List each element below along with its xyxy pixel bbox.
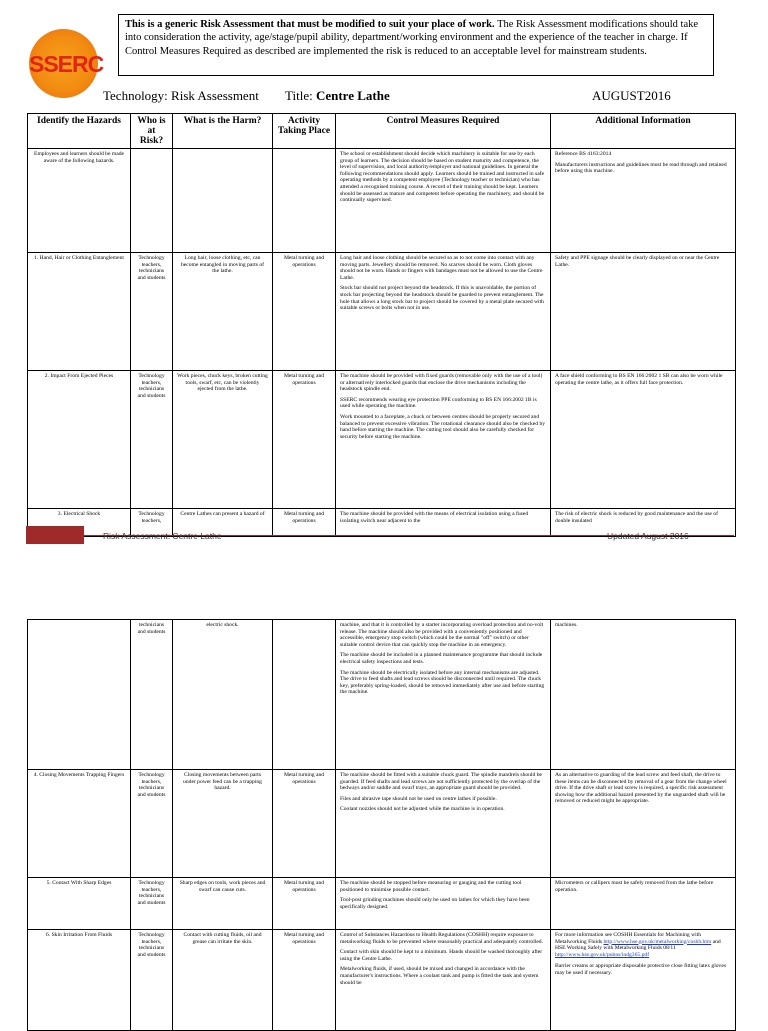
hazard-cell (28, 149, 131, 253)
hazard-cell (28, 770, 131, 878)
control-cell (336, 509, 551, 537)
table-row (28, 149, 736, 253)
activity-cell (273, 930, 336, 1031)
hazard-cell (28, 620, 131, 770)
hazard-cell-text: 5. Contact With Sharp Edges (46, 880, 112, 886)
control-cell-paragraph: The machine should be stopped before measuring or gauging and the cutting tool positioned to minimise possible contact. (340, 880, 522, 893)
who-cell-text: Technology teachers, technicians and students (137, 880, 166, 906)
activity-cell (273, 509, 336, 537)
hazard-cell (28, 878, 131, 930)
harm-cell (173, 253, 273, 371)
harm-cell-text: Closing movements between parts under power feed can be a trapping hazard. (183, 772, 262, 792)
control-cell-paragraph: The machine should be electrically isolated before any internal mechanisms are adjusted. The drive to feed shafts and lead screws should be disconnected until required. The chuck key, preferably spring-loaded, should be removed immediately after use and before starting the machine. (340, 669, 545, 696)
info-cell (551, 770, 736, 878)
control-cell-paragraph: The school or establishment should decide which machinery is suitable for use by each group of learners. The decision should be based on student maturity and competence, the level of supervision, and local authority/employer and national guidelines. In general the following recommendations should apply. Learners should be trained and instructed in safe operating methods by a competent employee (Technology teacher or technician) who has attended a recognised training course. A record of their training should be kept. Learners should be assessed as mature and competent before operating the machinery, and should be continually supervised. (340, 151, 545, 204)
logo-text: SSERC (29, 51, 104, 77)
header-activity: Activity Taking Place (273, 114, 336, 149)
control-cell-paragraph: Long hair and loose clothing should be secured so as to not come into contact with any moving parts. Jewellery should be removed. No scarves should be worn. Cloth gloves should not be worn. Hands or fingers with bandages must not be allowed to use the Centre Lathe. (340, 255, 543, 281)
who-cell-text: Technology teachers, technicians and students (137, 373, 166, 399)
header-harm: What is the Harm? (173, 114, 273, 149)
harm-cell-text: electric shock. (206, 622, 239, 628)
harm-cell (173, 620, 273, 770)
control-cell (336, 878, 551, 930)
control-cell-paragraph: Work mounted to a faceplate, a chuck or between centres should be properly secured and balanced to prevent excessive vibration. The rotational clearance should also be checked by hand before starting the machine. The cutting tool should also be carefully checked for security before starting the machine. (340, 413, 546, 440)
who-cell (131, 620, 173, 770)
notice-text: The Risk Assessment modifications should take into consideration the activity, age/stage/pupil ability, department/working environment and the experience of the teacher in charge. If Control Measures Required as described are implemented the risk is reduced to an acceptable level for mainstream students. (125, 19, 699, 57)
harm-cell-text: Work pieces, chuck keys, broken cutting tools, swarf, etc, can be violently ejected from the lathe. (177, 373, 268, 393)
title-label (285, 88, 390, 104)
who-cell (131, 149, 173, 253)
title-value: Centre Lathe (315, 88, 390, 103)
info-cell-paragraph: Micrometers or callipers must be safely removed from the lathe before operation. (555, 880, 714, 893)
who-cell-text: technicians and students (137, 622, 166, 635)
harm-cell (173, 770, 273, 878)
info-cell (551, 878, 736, 930)
harm-cell (173, 371, 273, 509)
hazard-cell (28, 253, 131, 371)
info-cell (551, 620, 736, 770)
hazard-cell-text: 4. Closing Movements Trapping Fingers (33, 772, 125, 778)
hazard-cell-text: Employees and learners should be made aware of the following hazards. (34, 151, 124, 164)
hazard-cell-text: 1. Hand, Hair or Clothing Entanglement (34, 255, 124, 261)
control-cell-paragraph: Stock bar should not project beyond the headstock. If this is unavoidable, the portion of stock bar projecting beyond the headstock should be guarded to prevent entanglement. The hole that allows a long stock bar to project should be covered by a metal plate secured with suitable screws or bolts when not in use. (340, 285, 544, 312)
activity-cell (273, 371, 336, 509)
table-row (28, 930, 736, 1031)
info-cell-paragraph: As an alternative to guarding of the lead screw and feed shaft, the drive to these items can be disconnected by removal of a gear from the change wheel drive. If the drive shaft or lead screw is required, a specific risk assessment showing how the additional hazard presented by the unguarded shaft will be removed or reduced might be appropriate. (555, 772, 727, 805)
control-cell (336, 149, 551, 253)
footer-bar (26, 526, 84, 544)
hazard-cell-text: 3. Electrical Shock (57, 511, 101, 517)
table-row (28, 770, 736, 878)
hazard-cell (28, 930, 131, 1031)
activity-cell (273, 149, 336, 253)
notice-box (118, 14, 714, 76)
control-cell-paragraph: The machine should be included in a planned maintenance programme that should include electrical safety inspections and tests. (340, 652, 543, 665)
who-cell (131, 371, 173, 509)
info-cell-paragraph: Reference BS 4163:2014 (555, 151, 612, 157)
control-cell (336, 620, 551, 770)
who-cell (131, 253, 173, 371)
header-hazards: Identify the Hazards (28, 114, 131, 149)
activity-cell-text: Metal turning and operations (283, 373, 325, 386)
control-cell-paragraph: Coolant nozzles should not be adjusted while the machine is in operation. (340, 806, 505, 813)
control-cell (336, 770, 551, 878)
info-cell-paragraph: The risk of electric shock is reduced by good maintenance and the use of double insulated (555, 511, 718, 524)
control-cell (336, 930, 551, 1031)
who-cell-text: Technology teachers, technicians and students (137, 255, 166, 281)
activity-cell-text: Metal turning and operations (283, 880, 325, 893)
activity-cell (273, 770, 336, 878)
who-cell (131, 770, 173, 878)
info-text: and HSE Working Safely with Metalworking Fluids 08/11 (555, 938, 721, 952)
control-cell-paragraph: machine, and that it is controlled by a starter incorporating overload protection and no-volt release. The machine should also be provided with a conveniently positioned and accessible, emergency stop switch (which could be the normal "off" switch) or other suitable control device that can quickly stop the machine in an emergency. (340, 622, 544, 648)
risk-table-page2 (27, 619, 736, 1031)
who-cell-text: Technology teachers, (138, 511, 165, 524)
activity-cell (273, 253, 336, 371)
control-cell-paragraph: The machine should be provided with fixed guards (removable only with the use of a tool) or alternatively interlocked guards that enclose the drive mechanisms including the headstock spindle end. (340, 373, 543, 393)
header-who: Who is at Risk? (131, 114, 173, 149)
table-row (28, 371, 736, 509)
activity-cell (273, 620, 336, 770)
harm-cell (173, 878, 273, 930)
who-cell-text: Technology teachers, technicians and students (137, 932, 166, 958)
who-cell (131, 930, 173, 1031)
who-cell-text: Technology teachers, technicians and students (137, 772, 166, 798)
footer-left: Risk Assessment: Centre Lathe (103, 531, 222, 541)
header-control: Control Measures Required (336, 114, 551, 149)
activity-cell (273, 878, 336, 930)
harm-cell-text: Sharp edges on tools, work pieces and swarf can cause cuts. (179, 880, 266, 893)
control-cell-paragraph: Files and abrasive tape should not be used on centre lathes if possible. (340, 795, 497, 802)
table-header-row (28, 114, 736, 149)
hazard-cell (28, 371, 131, 509)
table-row (28, 253, 736, 371)
harm-cell-text: Contact with cutting fluids, oil and grease can irritate the skin. (183, 932, 262, 945)
technology-label: Technology: Risk Assessment (103, 88, 259, 103)
control-cell-paragraph: Control of Substances Hazardous to Health Regulations (COSHH) require exposure to metalworking fluids to be prevented where reasonably practical and adequately controlled. (340, 932, 544, 945)
hazard-cell-text: 2. Impact From Ejected Pieces (44, 373, 114, 379)
table-row (28, 620, 736, 770)
footer-right: Updated August 2016 (607, 531, 689, 541)
sserc-logo (29, 29, 104, 98)
info-cell (551, 253, 736, 371)
info-cell-paragraph: Safety and PPE signage should be clearly displayed on or near the Centre Lathe. (555, 255, 720, 268)
control-cell (336, 371, 551, 509)
harm-cell (173, 149, 273, 253)
activity-cell-text: Metal turning and operations (283, 932, 325, 945)
notice-bold: This is a generic Risk Assessment that must be modified to suit your place of work. (125, 19, 495, 30)
title-prefix: Title: (285, 88, 313, 103)
info-text: Barrier creams or appropriate disposable protective close fitting latex gloves may be used if necessary. (555, 963, 727, 976)
control-cell (336, 253, 551, 371)
harm-cell (173, 930, 273, 1031)
control-cell-paragraph: SSERC recommends wearing eye protection PPE conforming to BS EN 166:2002 1B is used while operating the machine. (340, 396, 537, 410)
harm-cell-text: Long hair, loose clothing, etc, can become entangled in moving parts of the lathe. (180, 255, 265, 275)
table-row (28, 878, 736, 930)
risk-table-page1 (27, 113, 736, 537)
activity-cell-text: Metal turning and operations (283, 255, 325, 268)
info-cell (551, 371, 736, 509)
hazard-cell-text: 6. Skin Irritation From Fluids (45, 932, 113, 938)
control-cell-paragraph: Contact with skin should be kept to a minimum. Hands should be washed thoroughly after using the Centre Lathe. (340, 949, 543, 962)
info-cell-paragraph: machines. (555, 622, 578, 628)
who-cell (131, 878, 173, 930)
harm-cell-text: Centre Lathes can present a hazard of (180, 511, 265, 517)
indg365-link[interactable]: http://www.hse.gov.uk/pubns/indg365.pdf (555, 951, 650, 958)
info-text: For more information see COSHH Essentials for Machining with Metalworking Fluids (555, 932, 702, 945)
date-label: AUGUST2016 (592, 88, 671, 103)
control-cell-paragraph: The machine should be provided with the means of electrical isolation using a fused isolating switch near adjacent to the (340, 511, 529, 524)
info-cell (551, 930, 736, 1031)
activity-cell-text: Metal turning and operations (283, 772, 325, 785)
info-cell (551, 149, 736, 253)
coshh-link[interactable]: http://www.hse.gov.uk/metalworking/coshh.htm (603, 938, 712, 945)
control-cell-paragraph: Metalworking fluids, if used, should be mixed and changed in accordance with the manufacturer's instructions. Where a coolant tank and pump is fitted the tank and system should be (340, 966, 539, 986)
control-cell-paragraph: Tool-post grinding machines should only be used on lathes for which they have been specifically designed. (340, 897, 530, 910)
header-info: Additional Information (551, 114, 736, 149)
info-cell-paragraph: A face shield conforming to BS EN 166:2002 1 SB can also be worn while operating the centre lathe, as it offers full face protection. (555, 373, 723, 386)
activity-cell-text: Metal turning and operations (283, 511, 325, 524)
info-cell-paragraph: Manufacturers instructions and guidelines must be read through and retained before using this machine. (555, 161, 727, 175)
control-cell-paragraph: The machine should be fitted with a suitable chuck guard. The spindle mandrels should be guarded. If feed shafts and lead screws are not sufficiently protected by the overlap of the bedways and/or saddle and swarf trays, an appropriate guard should be provided. (340, 772, 542, 792)
